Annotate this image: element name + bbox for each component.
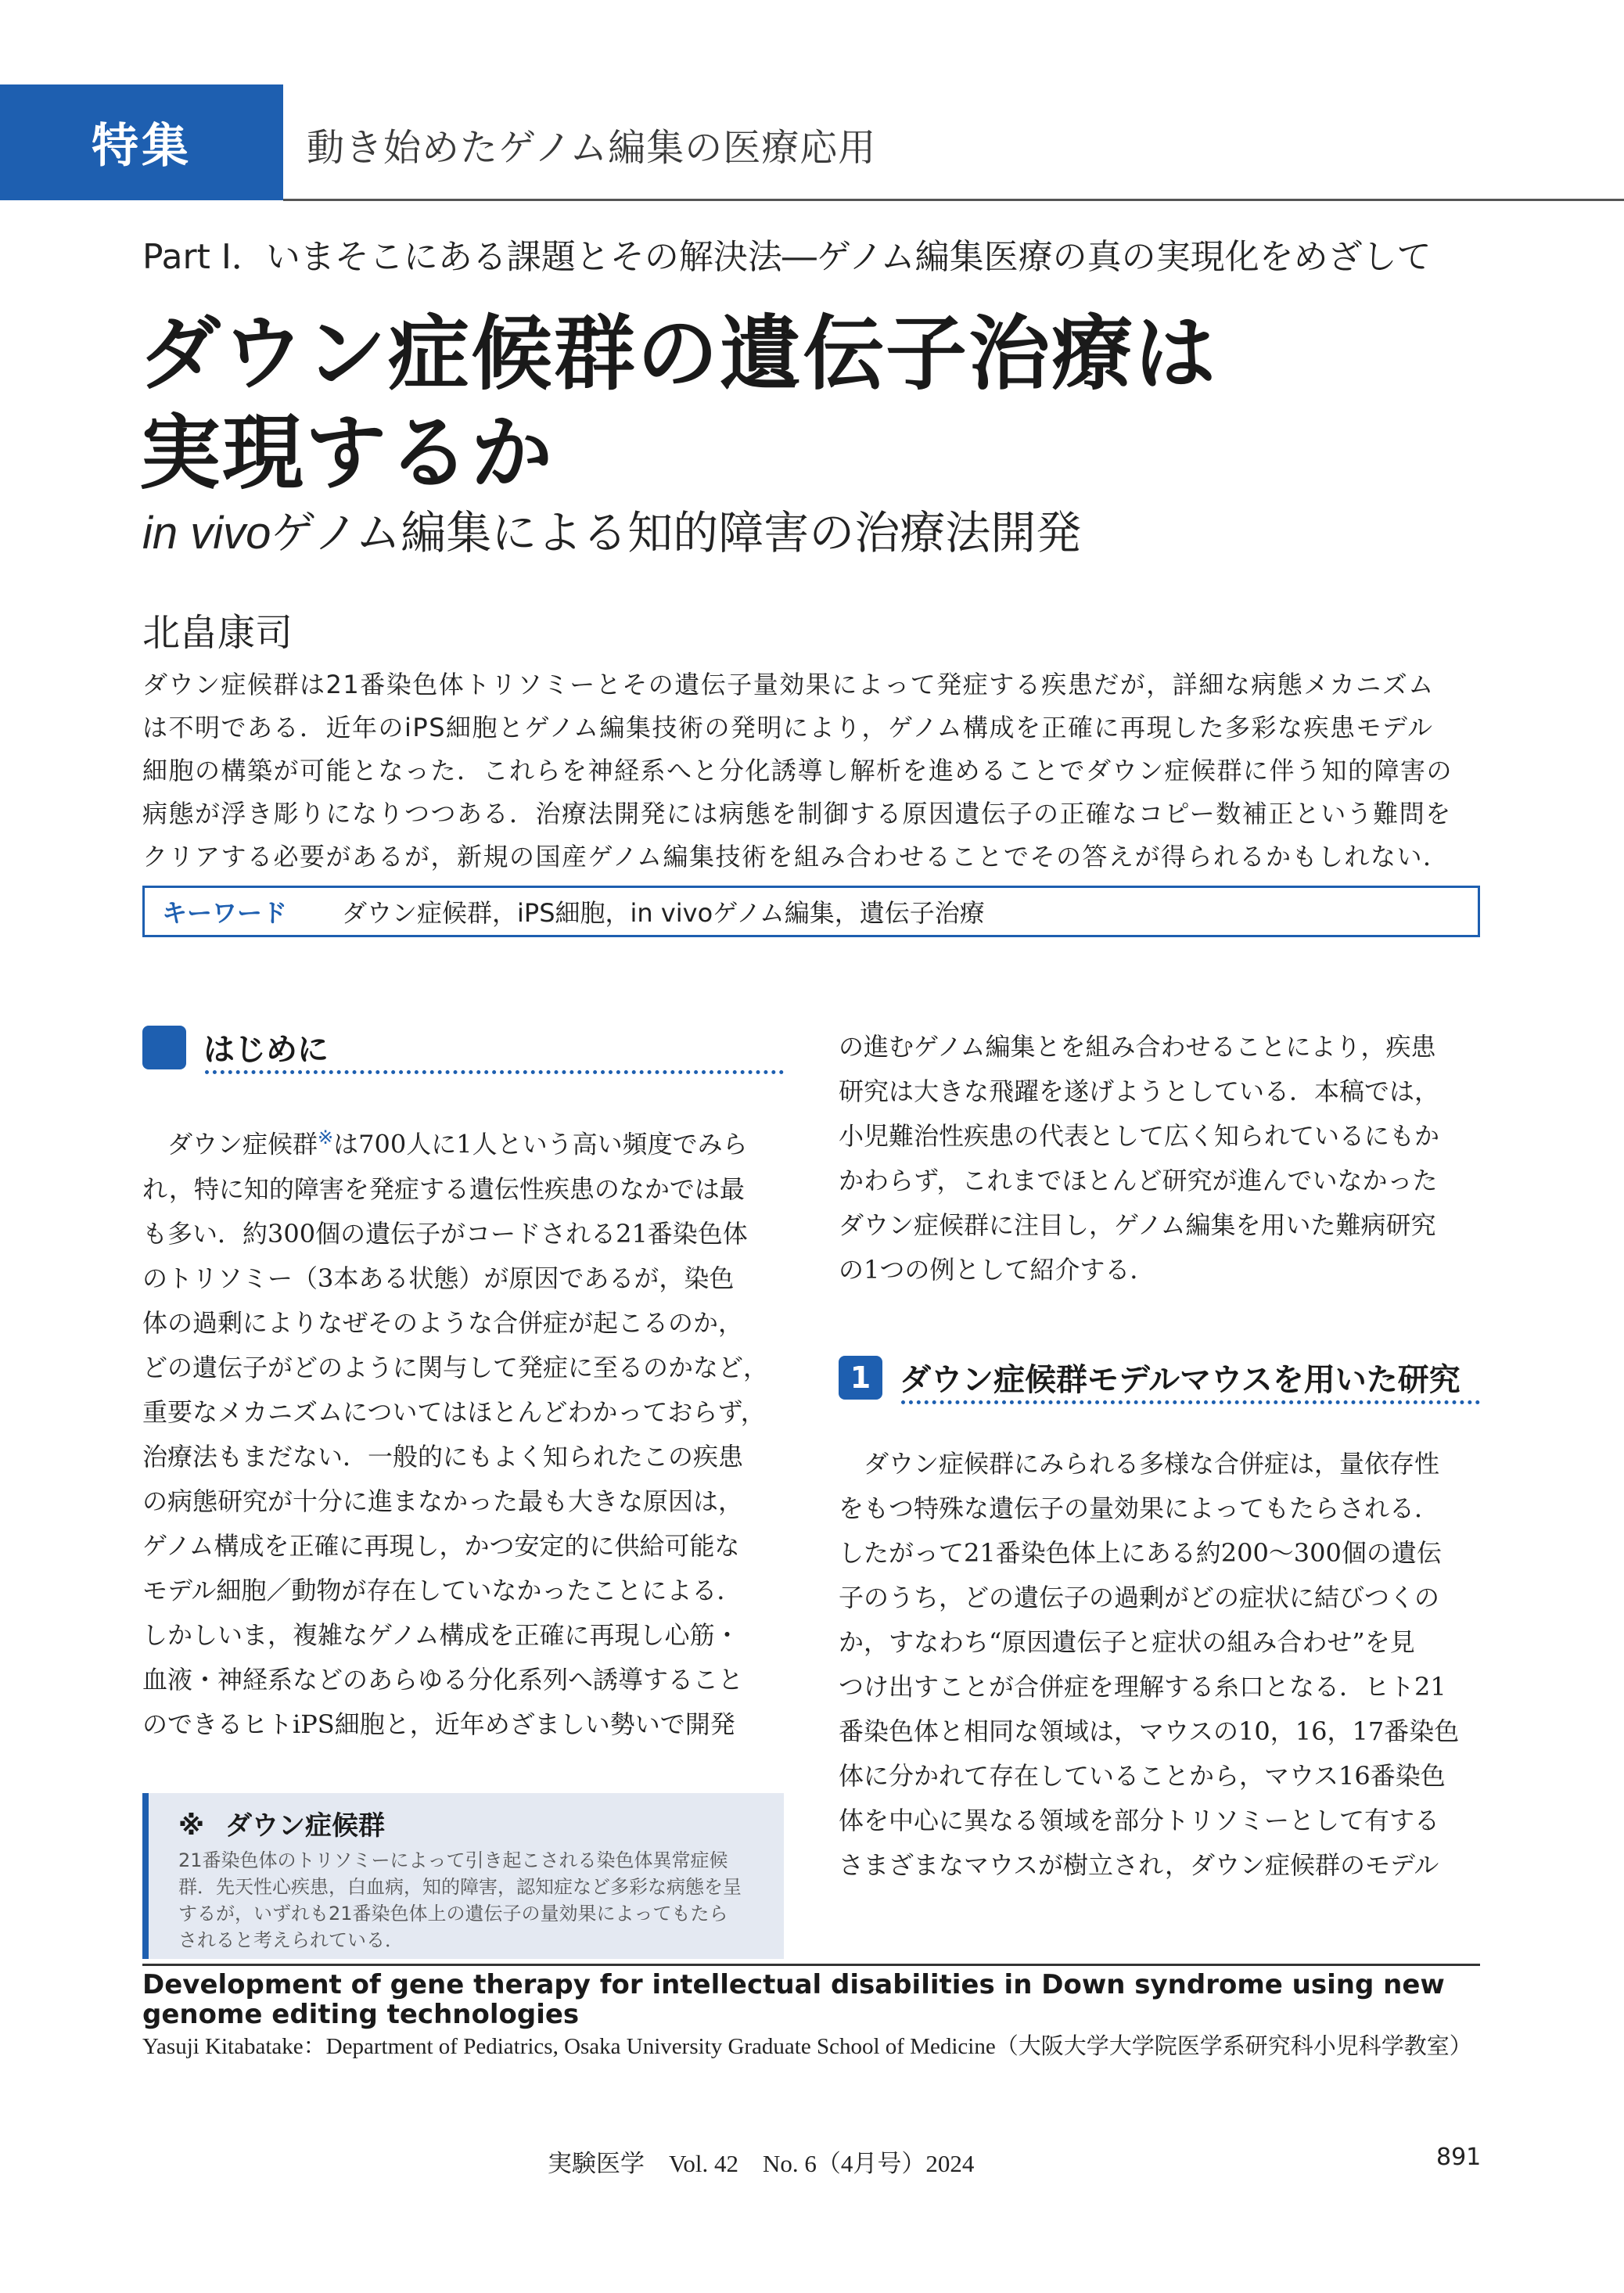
intro-line: しかしいま，複雑なゲノム構成を正確に再現し心筋・ (142, 1619, 740, 1650)
note-mark: ※ (178, 1810, 205, 1842)
intro-line: かわらず，これまでほとんど研究が進んでいなかった (839, 1166, 1438, 1195)
intro-line (142, 1116, 784, 1167)
section-1-line: ダウン症候群にみられる多様な合併症は，量依存性 (864, 1449, 1440, 1479)
keyword-label: キーワード (162, 898, 288, 928)
intro-heading (142, 1025, 329, 1069)
intro-line: 体の過剰によりなぜそのような合併症が起こるのか， (142, 1307, 744, 1338)
intro-line: 血液・神経系などのあらゆる分化系列へ誘導すること (142, 1664, 744, 1695)
note-line: 群．先天性心疾患，白血病，知的障害，認知症など多彩な病態を呈 (178, 1876, 742, 1898)
section-1-line: さまざまなマウスが樹立され，ダウン症候群のモデル (839, 1850, 1439, 1880)
note-line: 21番染色体のトリソミーによって引き起こされる染色体異常症候 (178, 1849, 728, 1871)
article-subtitle (142, 496, 1081, 562)
section-1-underline (901, 1400, 1480, 1404)
note-line: するが，いずれも21番染色体上の遺伝子の量効果によってもたら (178, 1903, 728, 1925)
section-1-heading-text: ダウン症候群モデルマウスを用いた研究 (900, 1362, 1461, 1398)
section-number-badge: 1 (839, 1356, 882, 1400)
intro-body-left (142, 1116, 784, 1747)
intro-line: のトリソミー（3本ある状態）が原因であるが，染色 (142, 1263, 735, 1293)
intro-line: どの遺伝子がどのように関与して発症に至るのかなど， (142, 1352, 769, 1382)
section-1-line: したがって21番染色体上にある約200～300個の遺伝 (839, 1538, 1442, 1568)
note-heading (178, 1804, 784, 1842)
english-title: Development of gene therapy for intellectual disabilities in Down syndrome using new genome editing technologies (142, 1969, 1445, 2030)
part-label: Part Ⅰ．いまそこにある課題とその解決法―ゲノム編集医療の真の実現化をめざして (142, 237, 1432, 277)
intro-line: の1つの例として紹介する． (839, 1255, 1155, 1285)
keyword-box (142, 886, 1480, 937)
intro-line: の進むゲノム編集とを組み合わせることにより，疾患 (839, 1032, 1436, 1062)
intro-line: 小児難治性疾患の代表として広く知られているにもか (839, 1121, 1440, 1151)
abstract-line: ダウン症候群は21番染色体トリソミーとその遺伝子量効果によって発症する疾患だが，詳細な病態メカニズム (142, 670, 1435, 699)
section-1-line: つけ出すことが合併症を理解する糸口となる．ヒト21 (839, 1672, 1446, 1702)
footer-divider (142, 1964, 1480, 1966)
intro-line: ゲノム構成を正確に再現し，かつ安定的に供給可能な (142, 1530, 740, 1561)
subtitle-text: ゲノム編集による知的障害の治療法開発 (271, 506, 1082, 559)
intro-line: モデル細胞／動物が存在していなかったことによる． (142, 1575, 742, 1605)
intro-line: のできるヒトiPS細胞と，近年めざましい勢いで開発 (142, 1709, 735, 1739)
section-1-line: 体を中心に異なる領域を部分トリソミーとして有する (839, 1806, 1440, 1835)
note-line: されると考えられている． (178, 1929, 404, 1951)
subtitle-italic: in vivo (142, 508, 271, 559)
intro-first-rest: は700人に1人という高い頻度でみら (333, 1129, 748, 1159)
glossary-note (142, 1793, 784, 1959)
section-1-line: 番染色体と相同な領域は，マウスの10，16，17番染色 (839, 1716, 1460, 1746)
section-1-line: 子のうち，どの遺伝子の過剰がどの症状に結びつくの (839, 1583, 1440, 1612)
intro-line: ダウン症候群に注目し，ゲノム編集を用いた難病研究 (839, 1210, 1436, 1240)
intro-line: 研究は大きな飛躍を遂げようとしている．本稿では， (839, 1076, 1440, 1106)
abstract-line: クリアする必要があるが，新規の国産ゲノム編集技術を組み合わせることでその答えが得られるかもしれない． (142, 842, 1450, 872)
abstract-line: 細胞の構築が可能となった．これらを神経系へと分化誘導し解析を進めることでダウン症候群に伴う知的障害の (142, 756, 1453, 785)
section-marker-icon (142, 1026, 186, 1069)
feature-title: 動き始めたゲノム編集の医療応用 (307, 126, 877, 170)
author-name: 北畠康司 (142, 611, 293, 655)
intro-line: の病態研究が十分に進まなかった最も大きな原因は， (142, 1486, 744, 1516)
intro-first-word: ダウン症候群 (167, 1129, 318, 1159)
intro-line: れ，特に知的障害を発症する遺伝性疾患のなかでは最 (142, 1173, 745, 1204)
intro-line: 重要なメカニズムについてはほとんどわかっておらず， (142, 1396, 766, 1427)
feature-tag: 特集 (0, 84, 283, 200)
intro-heading-underline (205, 1070, 784, 1074)
intro-line: 治療法もまだない．一般的にもよく知られたこの疾患 (142, 1441, 744, 1472)
intro-heading-text: はじめに (203, 1032, 329, 1068)
intro-line: も多い．約300個の遺伝子がコードされる21番染色体 (142, 1218, 748, 1249)
section-1-body (839, 1442, 1480, 1888)
article-title-line-2: 実現するか (139, 405, 555, 501)
note-title: ダウン症候群 (225, 1810, 385, 1842)
section-1-line: か，すなわち“原因遺伝子と症状の組み合わせ”を見 (839, 1627, 1415, 1657)
abstract-line: は不明である．近年のiPS細胞とゲノム編集技術の発明により，ゲノム構成を正確に再現した多彩な疾患モデル (142, 713, 1434, 742)
abstract-line: 病態が浮き彫りになりつつある．治療法開発には病態を制御する原因遺伝子の正確なコピー数補正という難問を (142, 799, 1452, 828)
section-1-line: 体に分かれて存在していることから，マウス16番染色 (839, 1761, 1446, 1791)
section-1-line: をもつ特殊な遺伝子の量効果によってもたらされる． (839, 1493, 1440, 1523)
intro-body-right (839, 1025, 1480, 1292)
abstract (142, 663, 1480, 879)
author-affiliation: Yasuji Kitabatake：Department of Pediatrics, Osaka University Graduate School of Medicine（大阪大学大学院医学系研究科小児科学教室） (142, 2034, 1472, 2059)
page-number: 891 (1436, 2144, 1482, 2171)
article-title-line-1: ダウン症候群の遺伝子治療は (139, 306, 1218, 401)
keyword-list: ダウン症候群，iPS細胞，in vivoゲノム編集，遺伝子治療 (342, 898, 985, 928)
section-1-heading (839, 1355, 1461, 1400)
journal-citation: 実験医学 Vol. 42 No. 6（4月号）2024 (548, 2150, 975, 2177)
header-divider (283, 199, 1624, 201)
note-reference-mark[interactable]: ※ (318, 1127, 334, 1148)
